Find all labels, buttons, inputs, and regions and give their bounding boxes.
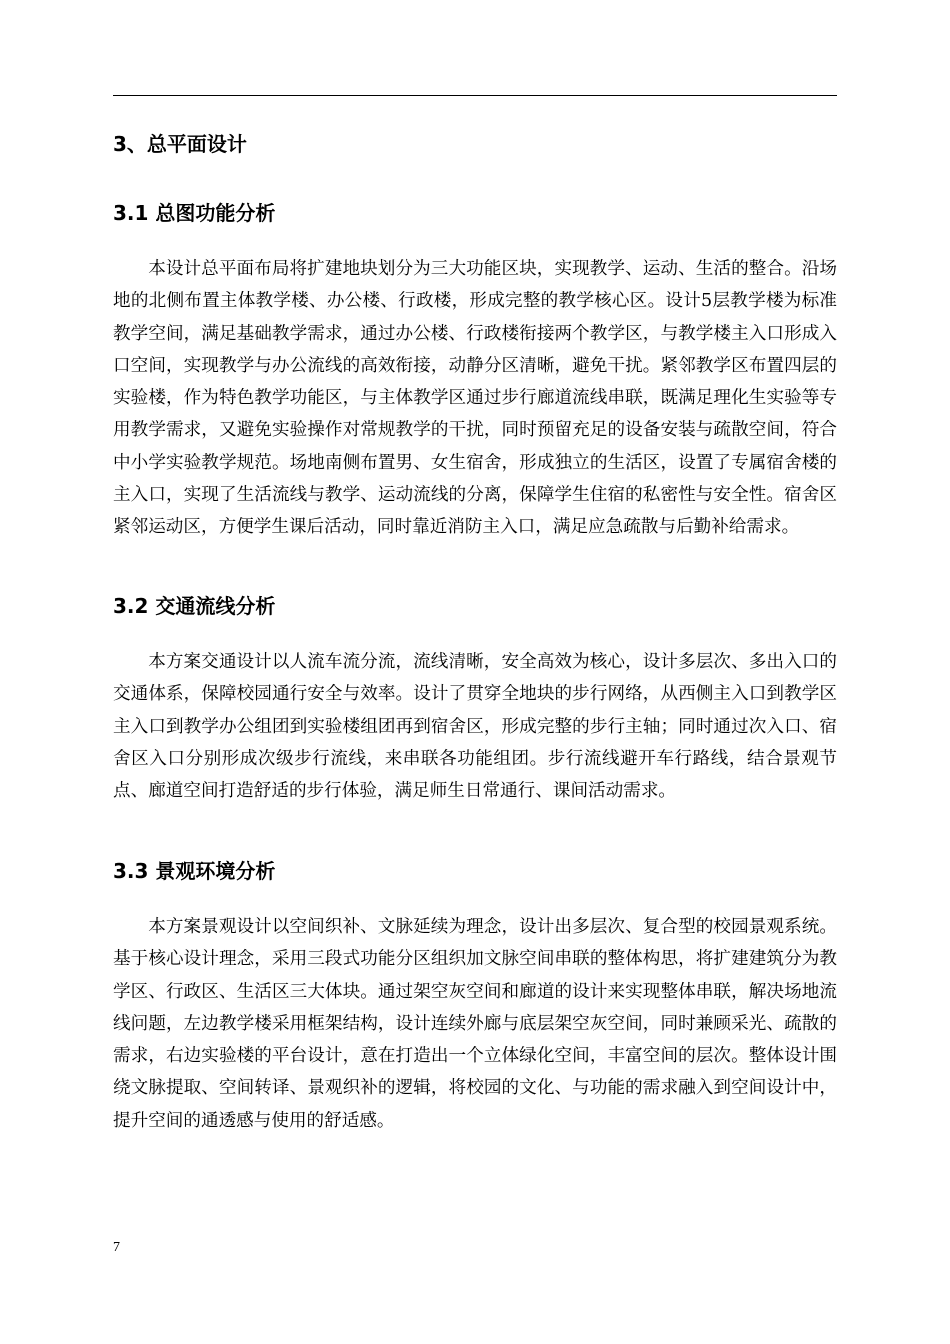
paragraph-3-3: 本方案景观设计以空间织补、文脉延续为理念，设计出多层次、复合型的校园景观系统。基于核心设计理念，采用三段式功能分区组织加文脉空间串联的整体构思，将扩建建筑分为教学区、行政区、生活区三大体块。通过架空灰空间和廊道的设计来实现整体串联，解决场地流线问题，左边教学楼采用框架结构，设计连续外廊与底层架空灰空间，同时兼顾采光、疏散的需求，右边实验楼的平台设计，意在打造出一个立体绿化空间，丰富空间的层次。整体设计围绕文脉提取、空间转译、景观织补的逻辑，将校园的文化、与功能的需求融入到空间设计中，提升空间的通透感与使用的舒适感。 xyxy=(113,917,837,1131)
subsection-heading-3-2: 3.2 交通流线分析 xyxy=(113,594,276,618)
page-number: 7 xyxy=(113,1240,120,1255)
header-rule xyxy=(113,95,837,96)
paragraph-3-1: 本设计总平面布局将扩建地块划分为三大功能区块，实现教学、运动、生活的整合。沿场地的北侧布置主体教学楼、办公楼、行政楼，形成完整的教学核心区。设计5层教学楼为标准教学空间，满足基础教学需求，通过办公楼、行政楼衔接两个教学区，与教学楼主入口形成入口空间，实现教学与办公流线的高效衔接，动静分区清晰，避免干扰。紧邻教学区布置四层的实验楼，作为特色教学功能区，与主体教学区通过步行廊道流线串联，既满足理化生实验等专用教学需求，又避免实验操作对常规教学的干扰，同时预留充足的设备安装与疏散空间，符合中小学实验教学规范。场地南侧布置男、女生宿舍，形成独立的生活区，设置了专属宿舍楼的主入口，实现了生活流线与教学、运动流线的分离，保障学生住宿的私密性与安全性。宿舍区紧邻运动区，方便学生课后活动，同时靠近消防主入口，满足应急疏散与后勤补给需求。 xyxy=(113,259,837,538)
subsection-heading-3-3: 3.3 景观环境分析 xyxy=(113,859,276,883)
paragraph-3-2: 本方案交通设计以人流车流分流，流线清晰，安全高效为核心，设计多层次、多出入口的交通体系，保障校园通行安全与效率。设计了贯穿全地块的步行网络，从西侧主入口到教学区主入口到教学办公组团到实验楼组团再到宿舍区，形成完整的步行主轴；同时通过次入口、宿舍区入口分别形成次级步行流线，来串联各功能组团。步行流线避开车行路线，结合景观节点、廊道空间打造舒适的步行体验，满足师生日常通行、课间活动需求。 xyxy=(113,652,837,802)
subsection-heading-3-1: 3.1 总图功能分析 xyxy=(113,201,276,225)
section-title: 3、总平面设计 xyxy=(113,132,247,156)
